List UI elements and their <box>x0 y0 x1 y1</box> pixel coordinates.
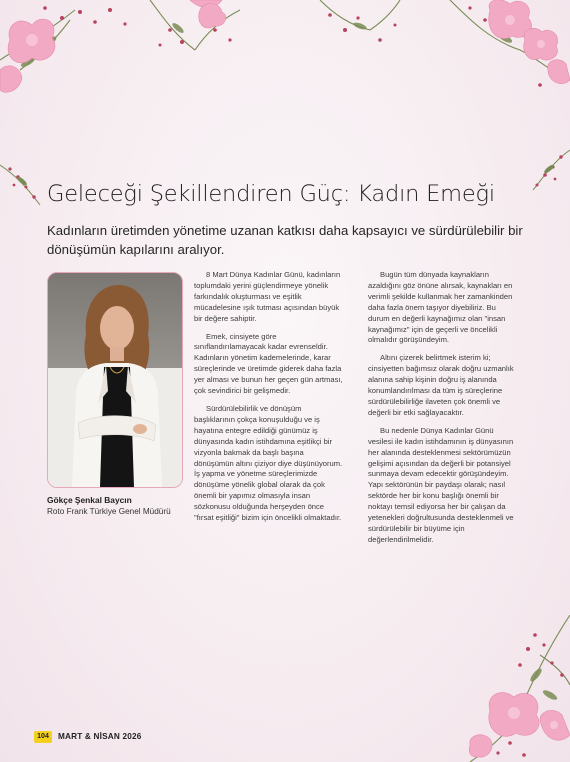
issue-label: MART & NİSAN 2026 <box>58 732 142 741</box>
paragraph: Sürdürülebilirlik ve dönüşüm başlıklarının çokça konuşulduğu ve iş hayatına entegre edildiği günümüz iş dünyasında kadın istihdamına eşitlikçi bir vizyonla bakmak da başlı başına dönüşümün altını çiziyor diye düşünüyorum. İş yapma ve yönetme süreçlerimizde dönüşüme yönelik global olarak da çok önemli bir yapımız olmasıyla insan sözkonusu olduğunda herşeyden önce "fırsat eşitliği" bizim için öncelikli olmaktadır. <box>194 403 343 523</box>
author-photo <box>47 272 183 488</box>
left-sprig-decoration <box>0 155 45 215</box>
text-column-right <box>368 270 518 553</box>
paragraph: Altını çizerek belirtmek isterim ki; cinsiyetten bağımsız olarak doğru uzmanlık alanına sahip kişinin doğru iş alanında konumlandırılması da tüm iş süreçlerine sürdürülebilirliğe ilaveten çok önemli ve değerli bir etki sağlayacaktır. <box>368 353 514 417</box>
paragraph: Bugün tüm dünyada kaynakların azaldığını göz önüne alırsak, kaynakları en verimli şekilde kullanmak her zamankinden daha fazla önem taşıyor diyebiliriz. Bu durum en değerli kaynağımız olan "insan kaynağımız" için de geçerli ve öncelikli olmalıdır görüşündeyim. <box>368 270 513 345</box>
article-subtitle: Kadınların üretimden yönetime uzanan katkısı daha kapsayıcı ve sürdürülebilir bir dönüşümün kapılarını aralıyor. <box>47 223 523 257</box>
article-title: Geleceği Şekillendiren Güç: Kadın Emeği <box>47 181 495 207</box>
text-column-left <box>194 270 344 531</box>
paragraph: Emek, cinsiyete göre sınıflandırılamayacak kadar evrenseldir. Kadınların yönetim kademelerinde, karar süreçlerinde ve üretimde giderek daha fazla yer alması ve bunun her geçen gün artması, çok sevindirici bir gelişmedir. <box>194 331 343 396</box>
bottom-right-floral-decoration <box>440 615 570 762</box>
page-number-badge: 104 <box>34 731 52 743</box>
portrait-illustration <box>48 273 182 487</box>
author-role: Roto Frank Türkiye Genel Müdürü <box>47 507 171 516</box>
paragraph: Bu nedenle Dünya Kadınlar Günü vesilesi ile kadın istihdamının iş dünyasının her alanında desteklenmesi sektörümüzün gelişimi açısından da değerli bir potansiyel sunmaya devam edecektir görüşündeyim. Yapı sektörünün bir paydaşı olarak; nasıl sektörde her bir konu başlığı önemli bir noktayı temsil ediyorsa her bir çalışan da yetenekleri doğrultusunda desteklenmeli ve sürdürülebilir bir büyüme için değerlendirilmelidir. <box>368 425 514 544</box>
top-floral-decoration <box>0 0 570 110</box>
paragraph: 8 Mart Dünya Kadınlar Günü, kadınların toplumdaki yerini güçlendirmeye yönelik farkındalık oluşturması ve eşitlik mücadelesine ışık tutması açısından büyük bir değere sahiptir. <box>194 270 341 323</box>
author-name: Gökçe Şenkal Baycın <box>47 495 132 505</box>
